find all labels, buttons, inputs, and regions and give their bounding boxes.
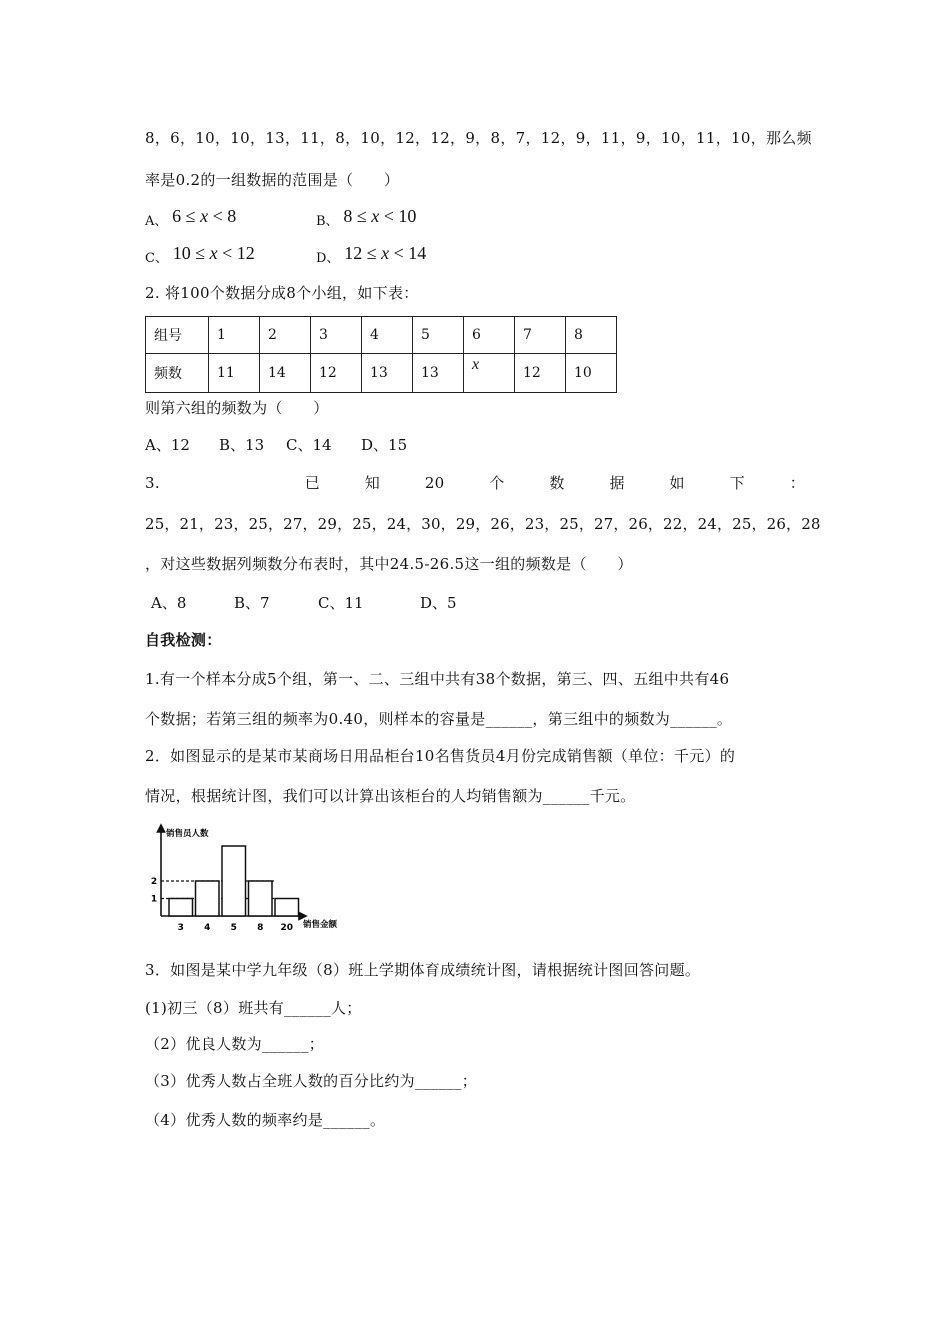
- table-row: [146, 317, 617, 354]
- table-header-cell: 频数: [146, 354, 209, 393]
- option-low: 12: [344, 243, 363, 263]
- table-cell: 2: [260, 317, 311, 354]
- bar-5: [222, 846, 246, 916]
- q3-stem: [145, 473, 805, 493]
- s3-item-4: （4）优秀人数的频率约是______。: [145, 1111, 386, 1129]
- q1-question-line: 率是0.2的一组数据的范围是（ ）: [145, 171, 400, 189]
- table-cell: 12: [515, 354, 566, 393]
- s2-line2: 情况，根据统计图，我们可以计算出该柜台的人均销售额为______千元。: [145, 787, 636, 805]
- q1-option-a[interactable]: A、 6 ≤ x < 8: [145, 206, 237, 229]
- table-cell: 12: [311, 354, 362, 393]
- q1-option-b[interactable]: B、 8 ≤ x < 10: [316, 206, 417, 229]
- option-low: 10: [172, 243, 191, 263]
- q1-data-line: 8，6，10，10，13，11，8，10，12，12，9，8，7，12，9，11，9，10，11，10，那么频: [145, 129, 812, 147]
- q3-word: 知: [364, 474, 381, 492]
- q3-question: ，对这些数据列频数分布表时，其中24.5-26.5这一组的频数是（ ）: [145, 555, 633, 573]
- q3-word: ：: [789, 474, 805, 492]
- option-label: D、: [316, 251, 340, 266]
- q2-option-c[interactable]: C、14: [286, 436, 332, 454]
- q1-option-c[interactable]: C、 10 ≤ x < 12: [145, 243, 255, 266]
- x-axis-label: 销售金额: [303, 920, 338, 930]
- q1-option-d[interactable]: D、 12 ≤ x < 14: [316, 243, 427, 266]
- option-label: C、: [145, 251, 168, 266]
- table-cell: 6: [464, 317, 515, 354]
- q3-option-c[interactable]: C、11: [318, 594, 364, 612]
- table-cell: 3: [311, 317, 362, 354]
- q3-word: 下: [729, 474, 745, 492]
- bar-3: [169, 899, 193, 917]
- option-high: 12: [236, 243, 255, 263]
- option-high: 8: [227, 206, 237, 226]
- bar-20: [275, 899, 299, 917]
- table-cell: 7: [515, 317, 566, 354]
- y-axis-label: 销售员人数: [166, 829, 209, 839]
- x-tick-label: 3: [177, 923, 184, 933]
- y-tick-label: 2: [150, 877, 158, 887]
- s3-stem: 3．如图是某中学九年级（8）班上学期体育成绩统计图，请根据统计图回答问题。: [145, 961, 701, 979]
- q3-word: 20: [424, 474, 445, 492]
- option-high: 10: [398, 206, 417, 226]
- x-tick-label: 4: [204, 923, 211, 933]
- option-label: A、: [145, 214, 168, 229]
- s3-item-3: （3）优秀人数占全班人数的百分比约为______；: [145, 1072, 478, 1090]
- table-cell: 8: [566, 317, 617, 354]
- q3-option-b[interactable]: B、7: [234, 594, 270, 612]
- y-tick-label: 1: [150, 894, 158, 905]
- table-cell: 11: [209, 354, 260, 393]
- q3-data-line: 25，21，23，25，27，29，25，24，30，29，26，23，25，27，26，22，24，25，26，28: [145, 515, 821, 533]
- q3-option-a[interactable]: A、8: [151, 594, 187, 612]
- s1-line2: 个数据；若第三组的频率为0.40，则样本的容量是______，第三组中的频数为______。: [145, 710, 733, 728]
- bar-8: [249, 881, 273, 916]
- table-cell: x: [464, 354, 515, 393]
- q3-word: 3.: [145, 474, 160, 492]
- q2-option-a[interactable]: A、12: [145, 436, 190, 454]
- x-tick-label: 20: [280, 923, 294, 933]
- bar-4: [196, 881, 220, 916]
- table-cell: 5: [413, 317, 464, 354]
- sales-histogram: [145, 822, 360, 937]
- q3-word: 据: [609, 474, 625, 492]
- s1-line1: 1.有一个样本分成5个组，第一、二、三组中共有38个数据，第三、四、五组中共有46: [145, 670, 730, 688]
- table-header-cell: 组号: [146, 317, 209, 354]
- q3-word: 个: [489, 474, 505, 492]
- table-cell: 14: [260, 354, 311, 393]
- table-cell: 10: [566, 354, 617, 393]
- q3-word: 如: [669, 474, 685, 492]
- option-low: 8: [343, 206, 353, 226]
- q2-option-d[interactable]: D、15: [361, 436, 408, 454]
- q2-stem: 2. 将100个数据分成8个小组，如下表：: [145, 284, 419, 302]
- s3-item-2: （2）优良人数为______；: [145, 1035, 325, 1053]
- q2-question: 则第六组的频数为（ ）: [145, 399, 329, 417]
- option-low: 6: [172, 206, 182, 226]
- q3-word: 已: [304, 474, 320, 492]
- table-cell: 1: [209, 317, 260, 354]
- x-tick-label: 8: [257, 923, 264, 933]
- s3-item-1: (1)初三（8）班共有______人；: [145, 999, 362, 1017]
- self-test-title: 自我检测：: [145, 631, 222, 649]
- q3-option-d[interactable]: D、5: [420, 594, 457, 612]
- group-table: [145, 316, 617, 393]
- s2-line1: 2．如图显示的是某市某商场日用品柜台10名售货员4月份完成销售额（单位：千元）的: [145, 747, 736, 765]
- table-cell: 13: [362, 354, 413, 393]
- q2-option-b[interactable]: B、13: [219, 436, 265, 454]
- table-cell: 13: [413, 354, 464, 393]
- option-high: 14: [408, 243, 427, 263]
- option-label: B、: [316, 214, 339, 229]
- x-tick-label: 5: [230, 923, 237, 933]
- table-cell: 4: [362, 317, 413, 354]
- table-row: [146, 354, 617, 393]
- q3-word: 数: [549, 474, 565, 492]
